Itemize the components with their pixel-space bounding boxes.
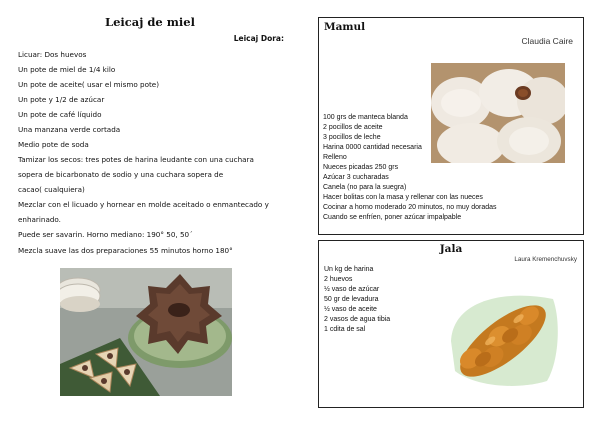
mamul-line: 3 pocillos de leche [323, 134, 381, 141]
mamul-recipe-card [318, 17, 584, 235]
jala-author: Laura Kremenchuvsky [514, 256, 577, 263]
mamul-author: Claudia Caire [521, 36, 573, 46]
leicaj-line: cacao( cualquiera) [18, 185, 85, 194]
mamul-line: Azúcar 3 cucharadas [323, 174, 389, 181]
leicaj-line: Una manzana verde cortada [18, 125, 121, 134]
mamul-line: Cocinar a horno moderado 20 minutos, no muy doradas [323, 204, 497, 211]
leicaj-line: Mezclar con el licuado y hornear en molde aceitado o enmantecado y [18, 200, 269, 209]
jala-line: 50 gr de levadura [324, 296, 379, 303]
leicaj-line: Un pote de aceite( usar el mismo pote) [18, 80, 160, 89]
honey-cake-photo [60, 268, 232, 396]
leicaj-line: Mezcla suave las dos preparaciones 55 minutos horno 180° [18, 246, 233, 255]
mamul-line: 2 pocillos de aceite [323, 124, 383, 131]
jala-line: 2 huevos [324, 276, 353, 283]
mamul-line: Canela (no para la suegra) [323, 184, 407, 191]
jala-line: ½ vaso de azúcar [324, 286, 380, 293]
mamul-line: Relleno [323, 154, 347, 161]
mamul-line: Cuando se enfríen, poner azúcar impalpable [323, 214, 462, 221]
mamul-line: Harina 0000 cantidad necesaria [323, 144, 422, 151]
leicaj-line: Licuar: Dos huevos [18, 50, 87, 59]
mamul-title: Mamul [324, 21, 366, 33]
leicaj-line: Tamizar los secos: tres potes de harina leudante con una cuchara [18, 155, 254, 164]
leicaj-line: Puede ser savarin. Horno mediano: 190° 50, 50´ [18, 230, 193, 239]
leicaj-line: enharinado. [18, 215, 61, 224]
leicaj-title: Leicaj de miel [105, 15, 195, 29]
mamul-line: 100 grs de manteca blanda [323, 114, 408, 121]
jala-line: 2 vasos de agua tibia [324, 316, 391, 323]
jala-line: Un kg de harina [324, 266, 374, 273]
mamul-line: Nueces picadas 250 grs [323, 164, 399, 171]
jala-title: Jala [439, 243, 463, 255]
jala-line: 1 cdita de sal [324, 326, 366, 333]
leicaj-author: Leicaj Dora: [233, 34, 284, 43]
challah-photo [443, 281, 563, 393]
leicaj-line: sopera de bicarbonato de sodio y una cuchara sopera de [18, 170, 224, 179]
leicaj-line: Un pote y 1/2 de azúcar [18, 95, 105, 104]
jala-line: ½ vaso de aceite [324, 306, 377, 313]
mamul-photo [431, 63, 565, 163]
leicaj-line: Medio pote de soda [18, 140, 89, 149]
jala-recipe-card [318, 240, 584, 408]
mamul-line: Hacer bolitas con la masa y rellenar con las nueces [323, 194, 483, 201]
leicaj-line: Un pote de café líquido [18, 110, 102, 119]
leicaj-line: Un pote de miel de 1/4 kilo [18, 65, 116, 74]
